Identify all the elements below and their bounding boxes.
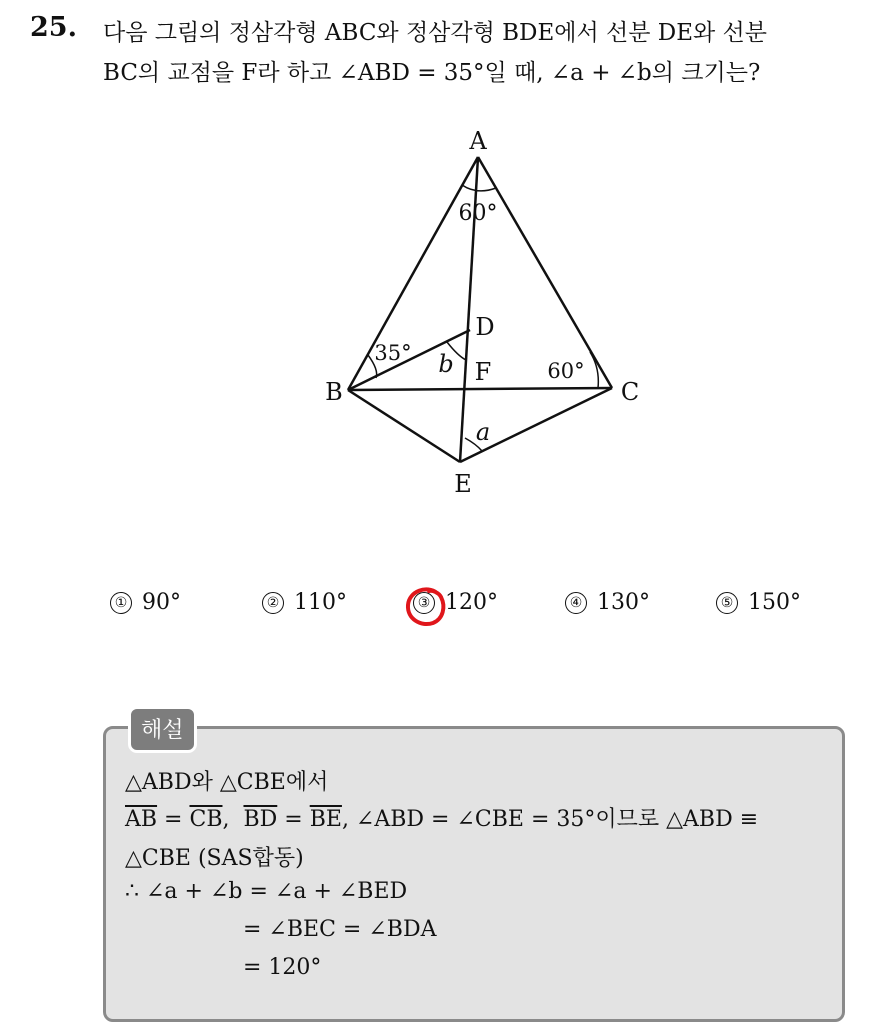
solution-line-4: ∴ ∠a + ∠b = ∠a + ∠BED [125,879,408,904]
label-d: D [475,313,495,341]
segment-ac [478,157,612,388]
segment-bc [348,388,612,390]
choice-number: ⑤ [716,592,738,614]
choice-number: ④ [565,592,587,614]
solution-line-2 [125,802,758,833]
triangle-figure [300,120,660,514]
choice-text: 90° [142,590,181,615]
segment-be [348,390,460,462]
solution-line-3: △CBE (SAS합동) [125,846,304,871]
arc-angle-a [462,185,496,191]
question-number: 25. [30,12,77,43]
solution-line-5: = ∠BEC = ∠BDA [243,917,437,942]
choice-number: ② [262,592,284,614]
label-angle-a: a [475,418,491,446]
label-c: C [620,378,640,406]
choice-text: 110° [294,590,347,615]
segment-bd-text: $\overline{BD}$ [243,807,278,832]
choice-text: 130° [597,590,650,615]
choice-number: ① [110,592,132,614]
choice-4[interactable] [565,590,650,615]
label-e: E [454,470,472,498]
label-a: A [469,127,487,155]
solution-line-2-rest: , ∠ABD = ∠CBE = 35°이므로 △ABD ≡ [341,807,759,832]
equals-sign: = [157,807,190,832]
label-angle-60-c: 60° [547,359,585,383]
segment-cb-text: $\overline{CB}$ [189,807,223,832]
solution-tag: 해설 [128,706,197,753]
choice-text: 150° [748,590,801,615]
label-f: F [474,358,492,386]
solution-line-1: △ABD와 △CBE에서 [125,770,329,795]
label-angle-60-top: 60° [458,201,498,226]
choice-text: 120° [445,590,498,615]
question-text-line-1: 다음 그림의 정삼각형 ABC와 정삼각형 BDE에서 선분 DE와 선분 [103,20,767,46]
label-angle-35: 35° [374,341,412,365]
question-text-line-2: BC의 교점을 F라 하고 ∠ABD = 35°일 때, ∠a + ∠b의 크기는? [103,60,761,86]
selected-answer-mark [403,583,451,635]
choice-2[interactable] [262,590,347,615]
choice-1[interactable] [110,590,181,615]
choice-5[interactable] [716,590,801,615]
label-b: B [325,378,343,406]
solution-line-6: = 120° [243,955,322,980]
equals-sign: = [277,807,310,832]
choice-number: ③ [413,592,435,614]
segment-ab-text: $\overline{AB}$ [125,807,158,832]
label-angle-b: b [438,350,454,378]
segment-be-text: $\overline{BE}$ [309,807,342,832]
separator: , [222,807,244,832]
